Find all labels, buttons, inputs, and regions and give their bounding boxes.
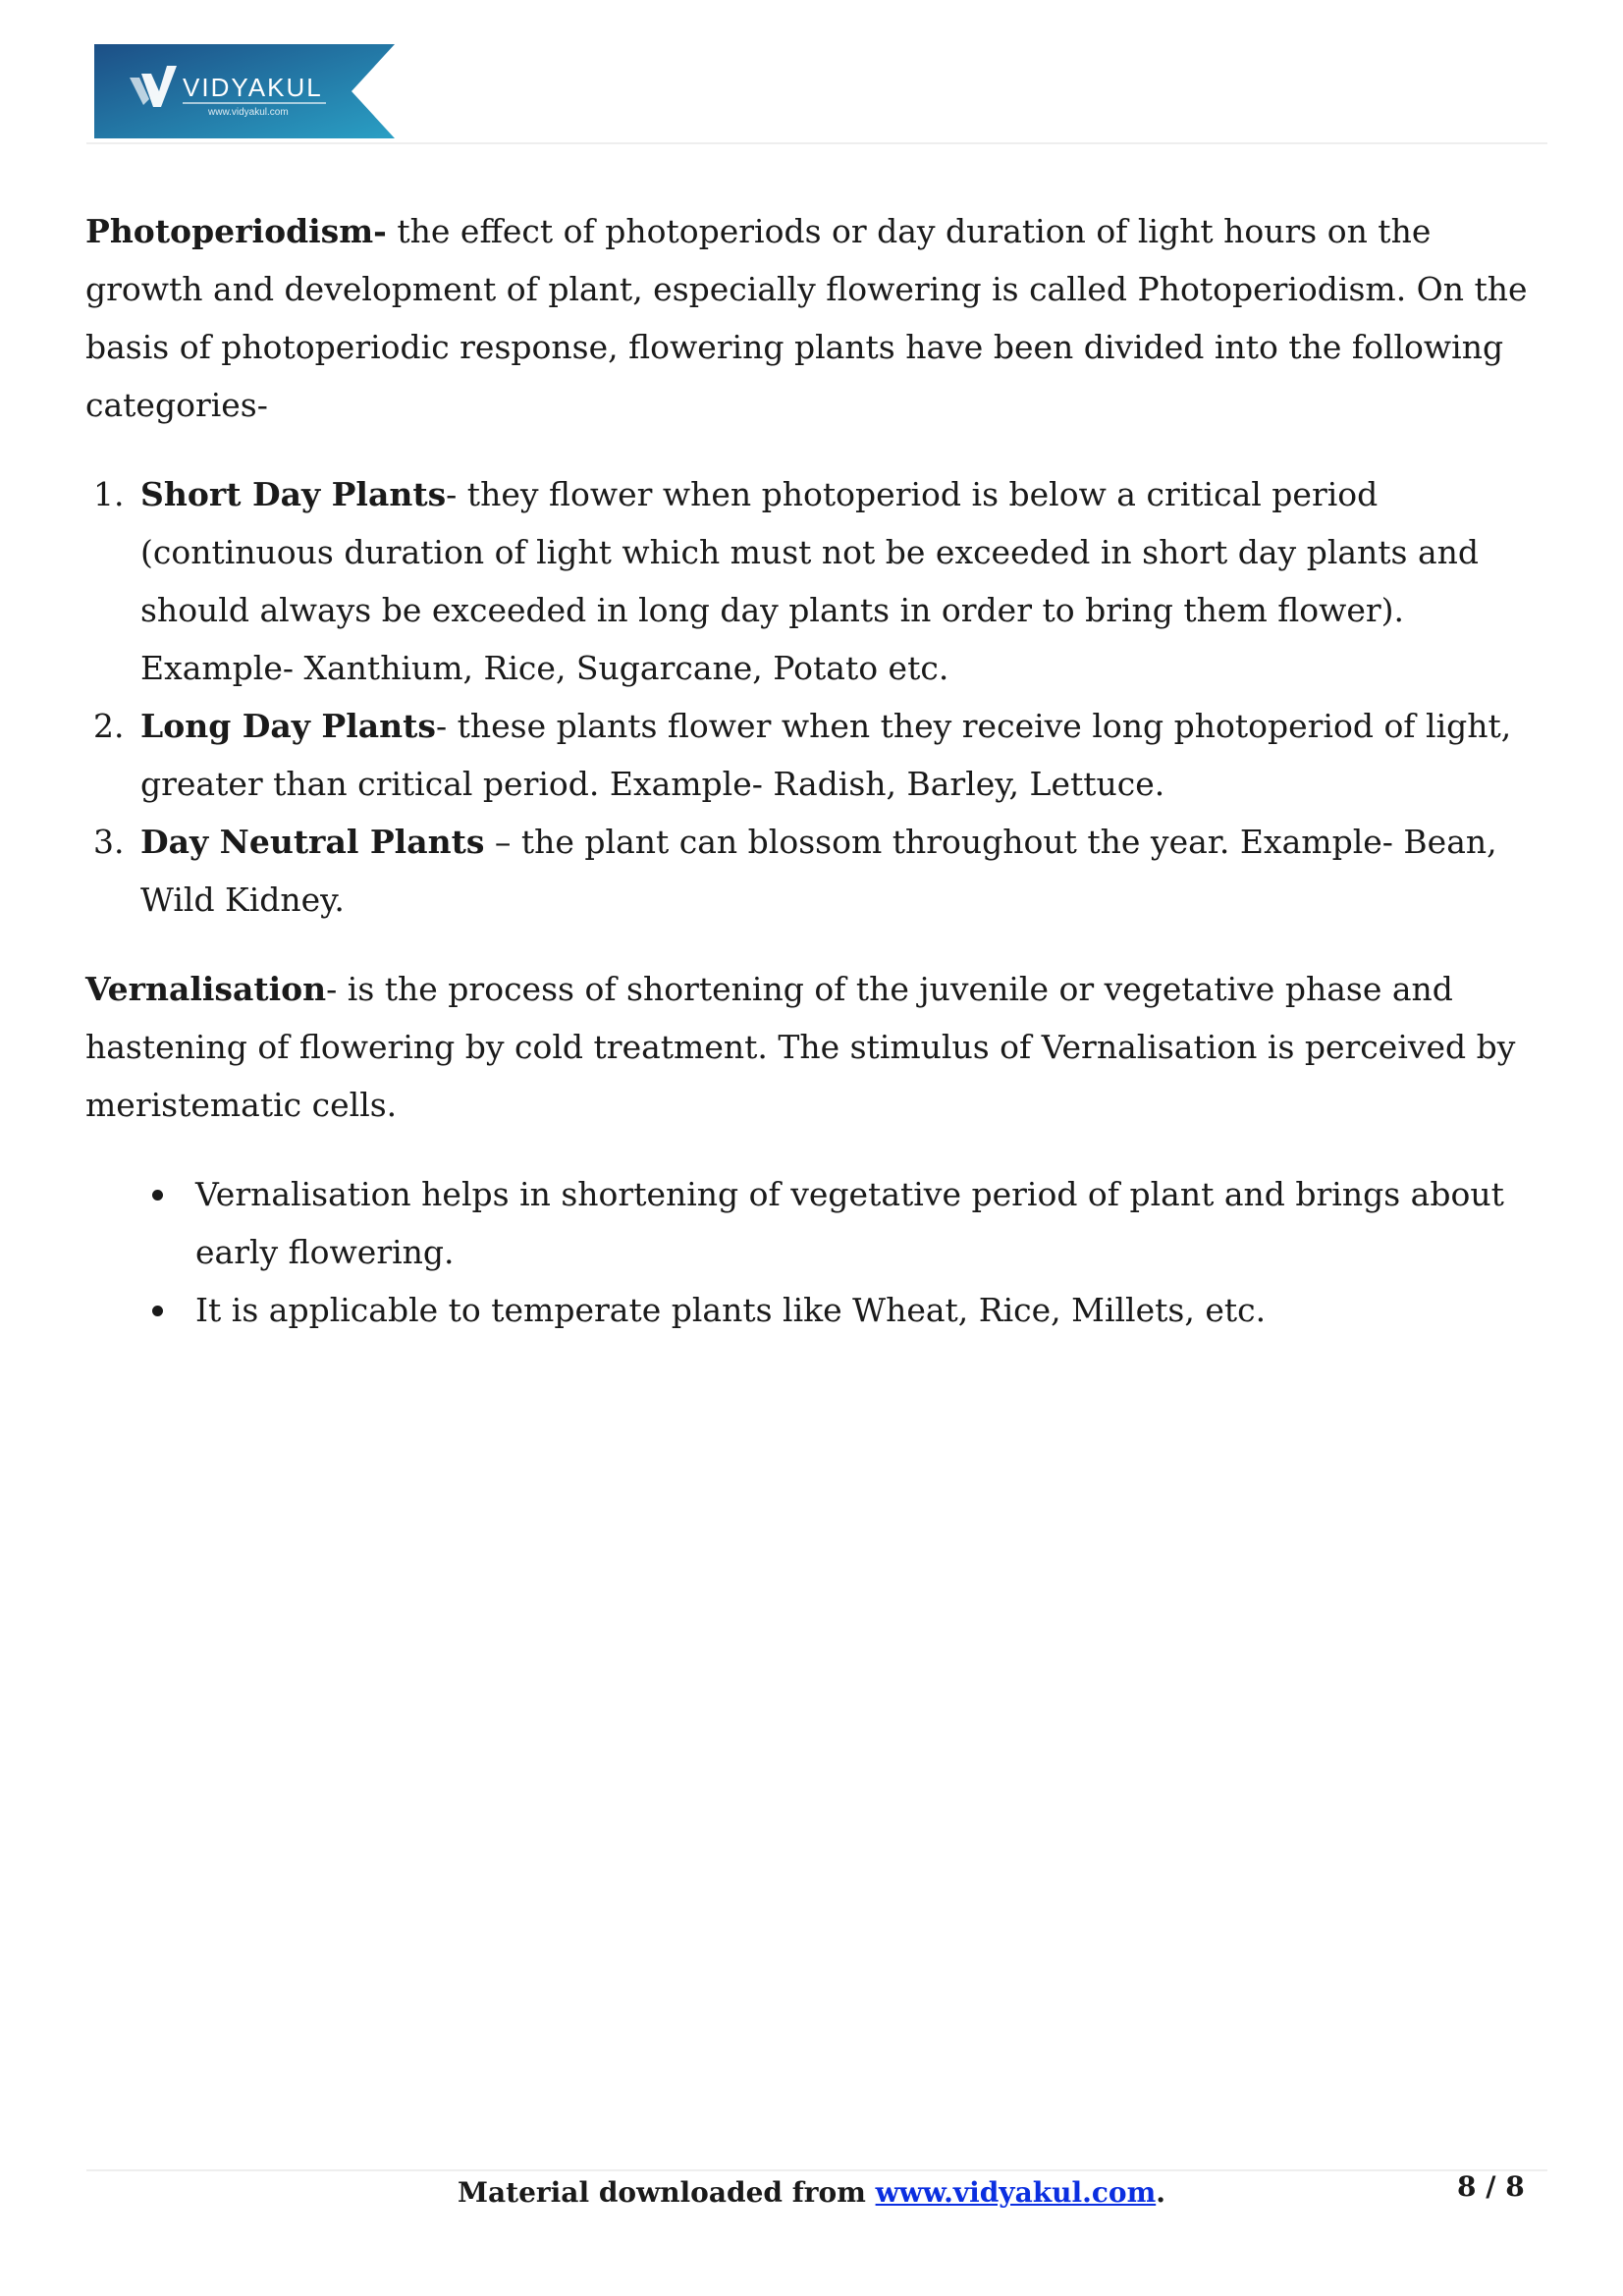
footer-divider xyxy=(86,2169,1547,2171)
list-item-text: - they flower when photoperiod is below a critical period (continuous duration of light which must not be exceeded in short day plants and should always be exceeded in long day plants in order to bring them flower). Example- Xanthium, Rice, Sugarcane, Potato etc. xyxy=(140,475,1480,687)
list-item-term: Short Day Plants xyxy=(140,475,447,513)
list-item xyxy=(85,813,1548,929)
bullet-icon xyxy=(152,1306,163,1316)
list-item-number: 2. xyxy=(93,707,125,745)
plant-categories-list xyxy=(85,465,1548,929)
logo-subtext: www.vidyakul.com xyxy=(208,107,289,118)
list-item-text: – the plant can blossom throughout the year. Example- Bean, Wild Kidney. xyxy=(140,823,1497,919)
document-body xyxy=(85,202,1548,1339)
footer-link[interactable]: www.vidyakul.com xyxy=(875,2176,1157,2209)
list-item xyxy=(85,465,1548,697)
footer-suffix: . xyxy=(1156,2176,1165,2209)
logo-badge xyxy=(94,44,395,138)
list-item-number: 1. xyxy=(93,475,125,513)
vernalisation-term: Vernalisation xyxy=(85,970,327,1008)
footer-note xyxy=(0,2173,1623,2213)
photoperiodism-paragraph xyxy=(85,202,1548,434)
photoperiodism-text: the effect of photoperiods or day duration of light hours on the growth and development of plant, especially flowering is called Photoperiodism. On the basis of photoperiodic response, flowering plants have been divided into the following categories- xyxy=(85,212,1528,424)
photoperiodism-term: Photoperiodism- xyxy=(85,212,387,250)
bullet-item xyxy=(85,1281,1548,1339)
page-number: 8 / 8 xyxy=(1457,2170,1525,2203)
header-divider xyxy=(86,142,1547,144)
list-item-term: Day Neutral Plants xyxy=(140,823,485,861)
bullet-text: It is applicable to temperate plants like Wheat, Rice, Millets, etc. xyxy=(195,1291,1267,1329)
list-item-text: - these plants flower when they receive long photoperiod of light, greater than critical period. Example- Radish, Barley, Lettuce. xyxy=(140,707,1512,803)
list-item xyxy=(85,697,1548,813)
bullet-icon xyxy=(152,1190,163,1201)
bullet-item xyxy=(85,1165,1548,1281)
bullet-text: Vernalisation helps in shortening of vegetative period of plant and brings about early flowering. xyxy=(195,1175,1504,1271)
vernalisation-paragraph xyxy=(85,960,1548,1134)
vernalisation-bullets xyxy=(85,1165,1548,1339)
logo-text: VIDYAKUL xyxy=(183,73,323,102)
vernalisation-text: - is the process of shortening of the juvenile or vegetative phase and hastening of flowering by cold treatment. The stimulus of Vernalisation is perceived by meristematic cells. xyxy=(85,970,1516,1124)
vidyakul-logo xyxy=(94,44,395,138)
footer-prefix: Material downloaded from xyxy=(458,2176,876,2209)
list-item-number: 3. xyxy=(93,823,125,861)
list-item-term: Long Day Plants xyxy=(140,707,436,745)
